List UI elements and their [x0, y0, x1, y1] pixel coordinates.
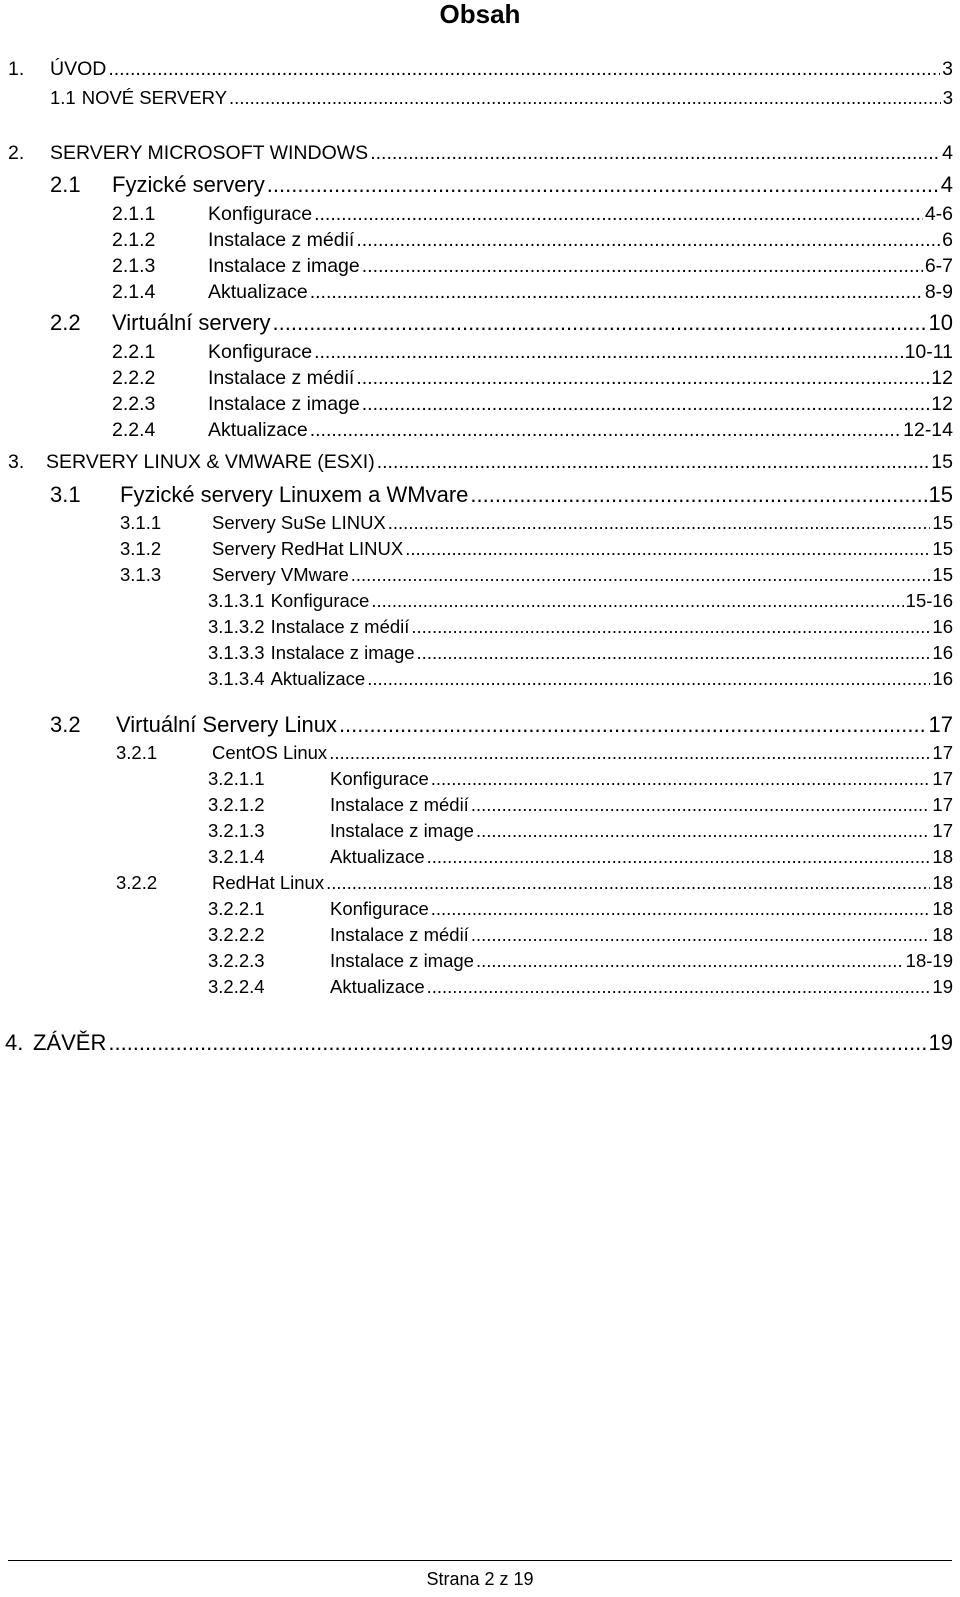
toc-dot-leader [371, 590, 903, 612]
toc-entry [50, 172, 953, 198]
toc-dot-leader [267, 172, 939, 198]
toc-entry-label: Instalace z image [208, 393, 360, 415]
toc-dot-leader [431, 768, 931, 790]
toc-entry-page: 15 [932, 512, 953, 533]
toc-entry-number: 4. [5, 1030, 24, 1055]
toc-entry-page: 3 [942, 58, 953, 80]
toc-entry-label: Instalace z médií [330, 794, 469, 815]
toc-dot-leader [362, 392, 930, 416]
toc-entry-label: Konfigurace [330, 898, 429, 919]
toc-dot-leader [356, 228, 940, 252]
toc-entry [208, 820, 953, 842]
toc-entry [8, 57, 953, 81]
toc-dot-leader [476, 950, 904, 972]
toc-entry [208, 898, 953, 920]
toc-entry-page: 3 [942, 87, 953, 108]
toc-entry [112, 228, 953, 252]
toc-entry-page: 12-14 [903, 419, 953, 441]
toc-entry-number: 3.1.3.2 [208, 616, 265, 637]
toc-entry [120, 538, 953, 560]
toc-entry [208, 668, 953, 690]
toc-entry [112, 254, 953, 278]
toc-entry-label: Servery SuSe LINUX [212, 512, 386, 533]
toc-entry [208, 846, 953, 868]
toc-entry-label: SERVERY MICROSOFT WINDOWS [50, 142, 369, 164]
toc-entry-number: 3.1.2 [120, 538, 162, 559]
toc-entry [116, 742, 953, 764]
toc-entry-label: Instalace z image [270, 642, 415, 663]
toc-dot-leader [370, 141, 940, 165]
toc-entry [50, 310, 953, 336]
toc-entry [120, 512, 953, 534]
toc-entry-page: 8-9 [924, 281, 953, 303]
toc-entry-page: 12 [931, 367, 953, 389]
toc-entry [208, 950, 953, 972]
toc-dot-leader [273, 310, 927, 336]
toc-dot-leader [471, 924, 931, 946]
toc-entry-number: 3.2.1.3 [208, 820, 265, 841]
toc-entry-page: 10-11 [904, 341, 953, 363]
toc-entry-number: 3.2.2.2 [208, 924, 265, 945]
toc-entry-label: Instalace z image [330, 950, 474, 971]
toc-dot-leader [411, 616, 930, 638]
toc-dot-leader [310, 280, 923, 304]
toc-entry-page: 18-19 [905, 950, 953, 971]
toc-entry-label: Konfigurace [208, 341, 313, 363]
toc-entry-label: Aktualizace [270, 668, 366, 689]
toc-entry-label: Konfigurace [270, 590, 370, 611]
toc-entry-label: SERVERY LINUX & VMWARE (ESXI) [46, 451, 375, 473]
toc-entry-label: ZÁVĚR [33, 1030, 107, 1055]
toc-entry-number: 3.1.3 [120, 564, 162, 585]
toc-entry [112, 202, 953, 226]
toc-entry [208, 794, 953, 816]
toc-entry [8, 450, 953, 474]
toc-dot-leader [471, 794, 931, 816]
toc-entry-number: 3.1.3.3 [208, 642, 265, 663]
toc-entry-number: 3.2.2.4 [208, 976, 265, 997]
toc-entry-number: 2.1.3 [112, 255, 156, 277]
toc-entry-label: Aktualizace [208, 419, 308, 441]
toc-dot-leader [356, 366, 929, 390]
toc-entry-page: 15 [928, 482, 953, 507]
footer-divider [8, 1560, 952, 1561]
toc-entry-label: RedHat Linux [212, 872, 325, 893]
toc-entry-page: 10 [928, 310, 953, 335]
toc-entry-number: 3.2.2.1 [208, 898, 265, 919]
toc-dot-leader [431, 898, 931, 920]
toc-entry-number: 3.2.1.2 [208, 794, 265, 815]
toc-entry [112, 392, 953, 416]
toc-entry-label: ÚVOD [50, 58, 107, 80]
toc-entry-page: 15-16 [905, 590, 953, 611]
toc-entry-number: 2.2.4 [112, 419, 156, 441]
toc-entry-page: 17 [932, 820, 953, 841]
toc-entry-page: 18 [932, 846, 953, 867]
toc-entry-number: 3.2 [50, 712, 81, 737]
toc-entry-number: 2. [8, 142, 25, 164]
toc-entry-page: 17 [932, 742, 953, 763]
toc-dot-leader [427, 846, 931, 868]
toc-dot-leader [367, 668, 930, 690]
toc-entry [120, 564, 953, 586]
toc-entry [208, 976, 953, 998]
toc-entry-number: 3. [8, 451, 25, 473]
toc-entry-page: 18 [932, 924, 953, 945]
toc-dot-leader [329, 742, 930, 764]
toc-dot-leader [351, 564, 931, 586]
toc-entry [208, 768, 953, 790]
toc-entry [116, 872, 953, 894]
toc-dot-leader [108, 1030, 926, 1056]
toc-entry-label: Konfigurace [208, 203, 313, 225]
toc-entry [8, 141, 953, 165]
toc-entry-label: Servery VMware [212, 564, 349, 585]
toc-dot-leader [310, 418, 901, 442]
toc-entry-page: 17 [932, 794, 953, 815]
toc-entry-label: Fyzické servery Linuxem a WMvare [120, 482, 469, 507]
toc-entry-label: Servery RedHat LINUX [212, 538, 404, 559]
toc-entry-label: Aktualizace [330, 976, 425, 997]
toc-entry-page: 15 [932, 538, 953, 559]
toc-entry [50, 482, 953, 508]
toc-entry-page: 16 [932, 616, 953, 637]
page-title: Obsah [439, 0, 521, 29]
toc-entry-page: 19 [932, 976, 953, 997]
toc-entry-page: 6-7 [924, 255, 953, 277]
toc-entry-number: 2.2.2 [112, 367, 156, 389]
toc-dot-leader [388, 512, 931, 534]
toc-entry-number: 3.2.2.3 [208, 950, 265, 971]
toc-entry-number: 1.1 [50, 87, 76, 108]
toc-entry-label: Virtuální servery [112, 310, 271, 335]
toc-entry-label: Aktualizace [330, 846, 425, 867]
toc-entry-label: Instalace z médií [330, 924, 469, 945]
toc-entry-page: 12 [931, 393, 953, 415]
toc-entry-label: Konfigurace [330, 768, 429, 789]
toc-entry-label: Instalace z médií [208, 367, 355, 389]
toc-entry [112, 280, 953, 304]
toc-entry-number: 3.2.1.4 [208, 846, 265, 867]
toc-entry [208, 590, 953, 612]
toc-dot-leader [470, 482, 926, 508]
toc-entry-page: 15 [931, 451, 953, 473]
toc-entry-number: 2.1 [50, 172, 81, 197]
toc-entry-page: 18 [932, 898, 953, 919]
toc-entry [112, 340, 953, 364]
toc-entry [50, 87, 953, 109]
toc-entry-number: 3.1 [50, 482, 81, 507]
toc-entry-label: Instalace z image [208, 255, 360, 277]
toc-entry [50, 712, 953, 738]
toc-entry [112, 366, 953, 390]
toc-entry-number: 2.2.3 [112, 393, 156, 415]
toc-entry-page: 19 [928, 1030, 953, 1055]
toc-entry-page: 17 [932, 768, 953, 789]
toc-entry-label: Instalace z image [330, 820, 474, 841]
toc-entry-page: 16 [932, 642, 953, 663]
toc-entry-page: 17 [928, 712, 953, 737]
toc-entry-number: 2.1.4 [112, 281, 156, 303]
toc-entry-page: 6 [942, 229, 953, 251]
toc-entry [208, 924, 953, 946]
toc-dot-leader [339, 712, 927, 738]
toc-dot-leader [417, 642, 931, 664]
toc-dot-leader [326, 872, 930, 894]
toc-dot-leader [377, 450, 930, 474]
toc-dot-leader [314, 202, 923, 226]
toc-dot-leader [476, 820, 930, 842]
toc-entry-label: CentOS Linux [212, 742, 328, 763]
toc-dot-leader [314, 340, 902, 364]
page-footer: Strana 2 z 19 [426, 1569, 534, 1589]
toc-entry [5, 1030, 953, 1056]
toc-dot-leader [362, 254, 923, 278]
toc-entry-number: 3.1.1 [120, 512, 162, 533]
toc-entry-page: 4-6 [924, 203, 953, 225]
toc-entry-label: NOVÉ SERVERY [81, 87, 228, 108]
toc-entry-number: 3.2.1.1 [208, 768, 265, 789]
toc-entry [112, 418, 953, 442]
toc-entry-page: 4 [942, 142, 953, 164]
toc-entry-number: 3.1.3.4 [208, 668, 265, 689]
toc-entry-number: 2.2.1 [112, 341, 156, 363]
toc-entry-label: Virtuální Servery Linux [116, 712, 337, 737]
toc-entry-number: 3.2.1 [116, 742, 158, 763]
toc-entry-number: 2.1.2 [112, 229, 156, 251]
toc-entry-number: 3.1.3.1 [208, 590, 265, 611]
toc-entry-page: 16 [932, 668, 953, 689]
toc-dot-leader [405, 538, 930, 560]
toc-entry-page: 18 [932, 872, 953, 893]
toc-entry-label: Aktualizace [208, 281, 308, 303]
toc-entry-label: Instalace z médií [270, 616, 410, 637]
toc-dot-leader [108, 57, 940, 81]
toc-entry-number: 3.2.2 [116, 872, 158, 893]
toc-dot-leader [229, 87, 941, 109]
toc-entry-number: 1. [8, 58, 25, 80]
toc-dot-leader [427, 976, 931, 998]
toc-entry-page: 4 [940, 172, 953, 197]
toc-entry-label: Instalace z médií [208, 229, 355, 251]
toc-entry-number: 2.1.1 [112, 203, 156, 225]
toc-entry-number: 2.2 [50, 310, 81, 335]
toc-entry [208, 616, 953, 638]
toc-entry [208, 642, 953, 664]
toc-entry-page: 15 [932, 564, 953, 585]
toc-entry-label: Fyzické servery [112, 172, 265, 197]
